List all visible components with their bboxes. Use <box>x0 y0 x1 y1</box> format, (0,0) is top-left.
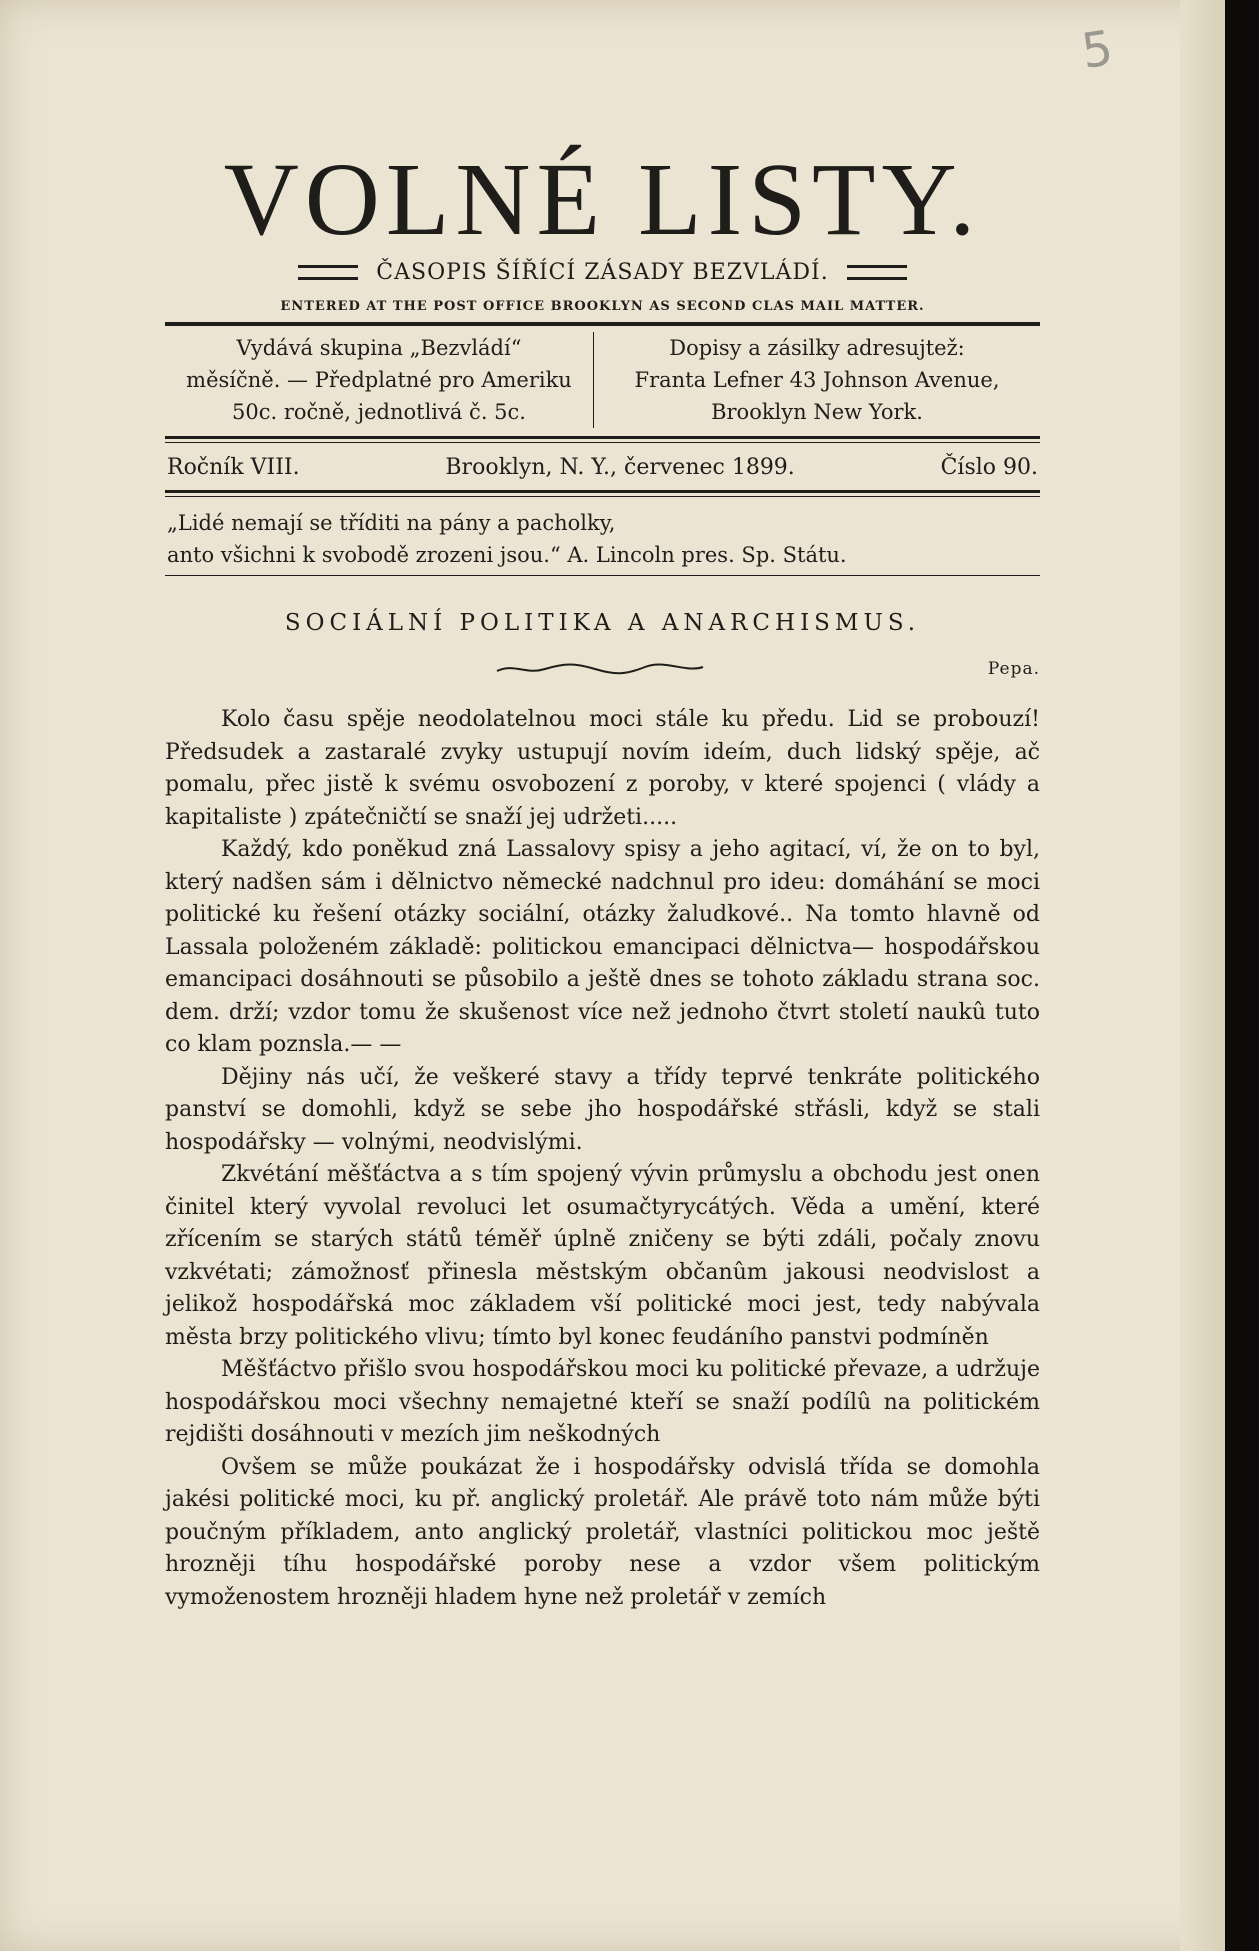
address-line: Brooklyn New York. <box>711 400 923 424</box>
publisher-line: měsíčně. — Předplatné pro Ameriku <box>186 368 572 392</box>
article-body <box>165 704 1040 1614</box>
postal-notice: ENTERED AT THE POST OFFICE BROOKLYN AS SECOND CLAS MAIL MATTER. <box>280 299 925 314</box>
volume-label: Ročník VIII. <box>167 455 300 480</box>
address-info <box>594 332 1040 428</box>
divider <box>165 575 1040 576</box>
divider <box>165 322 1040 326</box>
paragraph: Měšťáctvo přišlo svou hospodářskou moci ku politické převaze, a udržuje hospodářskou moci všechny nemajetné kteří se snaží podílû na politickém rejdišti dosáhnouti v mezích jim neškodných <box>165 1357 1040 1447</box>
page-number-mark: 5 <box>1078 20 1117 80</box>
ornament-right <box>847 265 907 280</box>
paragraph: Ovšem se může poukázat že i hospodářsky odvislá třída se domohla jakési politické moci, ku př. anglický proletář. Ale právě toto nám může býti poučným příkladem, anto anglický proletář, vlastníci politickou moc ještě hrozněji tíhu hospodářské poroby nese a vzdor všem politickým vymoženostem hrozněji hladem hyne než proletář v zemích <box>165 1454 1040 1610</box>
byline-row <box>165 654 1040 684</box>
paragraph: Zkvétání měšťáctva a s tím spojený vývin průmyslu a obchodu jest onen činitel který vyvolal revoluci let osumačtyrycátých. Věda a umění, které zřícením se starých států téměř úplně zničeny se býti zdáli, počaly znovu vzkvétati; zámožnosť přinesla městským občanûm jakousi neodvislost a jelikož hospodářská moc základem vší politické moci jest, tedy nabývala města brzy politického vlivu; tímto byl konec feudáního panstvi podmíněn <box>165 1162 1040 1350</box>
publisher-info <box>165 332 594 428</box>
issue-number: Číslo 90. <box>940 455 1038 480</box>
place-date: Brooklyn, N. Y., červenec 1899. <box>445 455 795 480</box>
ornament-left <box>298 265 358 280</box>
publisher-line: Vydává skupina „Bezvládí“ <box>236 336 522 360</box>
issue-row <box>165 455 1040 480</box>
article-title: SOCIÁLNÍ POLITIKA A ANARCHISMUS. <box>284 610 921 636</box>
article-author: Pepa. <box>987 659 1040 679</box>
address-line: Dopisy a zásilky adresujtež: <box>669 336 965 360</box>
divider <box>165 490 1040 497</box>
quote-line: „Lidé nemají se tříditi na pány a pacholky, <box>167 511 616 535</box>
subtitle: ČASOPIS ŠÍŘÍCÍ ZÁSADY BEZVLÁDÍ. <box>376 260 829 285</box>
paragraph: Kolo času spěje neodolatelnou moci stále ku předu. Lid se probouzí! Předsudek a zastaralé zvyky ustupují novím ideím, duch lidský spěje, ač pomalu, přec jistě k svému osvobození z poroby, v které spojenci ( vlády a kapitaliste ) zpátečničtí se snaží jej udržeti..... <box>165 707 1040 830</box>
divider <box>165 436 1040 443</box>
publisher-line: 50c. ročně, jednotlivá č. 5c. <box>232 400 526 424</box>
epigraph-quote <box>165 507 1040 571</box>
subtitle-row <box>165 260 1040 285</box>
masthead-title: VOLNÉ LISTY. <box>223 142 982 257</box>
info-box <box>165 332 1040 428</box>
address-line: Franta Lefner 43 Johnson Avenue, <box>634 368 1000 392</box>
page-edge <box>1180 0 1225 1951</box>
paragraph: Každý, kdo poněkud zná Lassalovy spisy a jeho agitací, ví, že on to byl, který nadšen sám i dělnictvo německé nadchnul pro ideu: domáhání se moci politické ku řešení otázky sociální, otázky žaludkové.. Na tomto hlavně od Lassala položeném základě: politickou emancipaci dělnictva— hospodářskou emancipaci dosáhnouti se působilo a ještě dnes se tohoto základu strana soc. dem. drží; vzdor tomu že skušenost více než jednoho čtvrt století naukû tuto co klam poznsla.— — <box>165 837 1040 1057</box>
page-content <box>165 142 1040 1614</box>
quote-line: anto všichni k svobodě zrozeni jsou.“ A. Lincoln pres. Sp. Státu. <box>167 543 847 567</box>
paragraph: Dějiny nás učí, že veškeré stavy a třídy teprvé tenkráte politického panství se domohli, když se sebe jho hospodářské střásli, když se stali hospodářsky — volnými, neodvislými. <box>165 1064 1040 1155</box>
ornament-swash <box>495 659 705 679</box>
